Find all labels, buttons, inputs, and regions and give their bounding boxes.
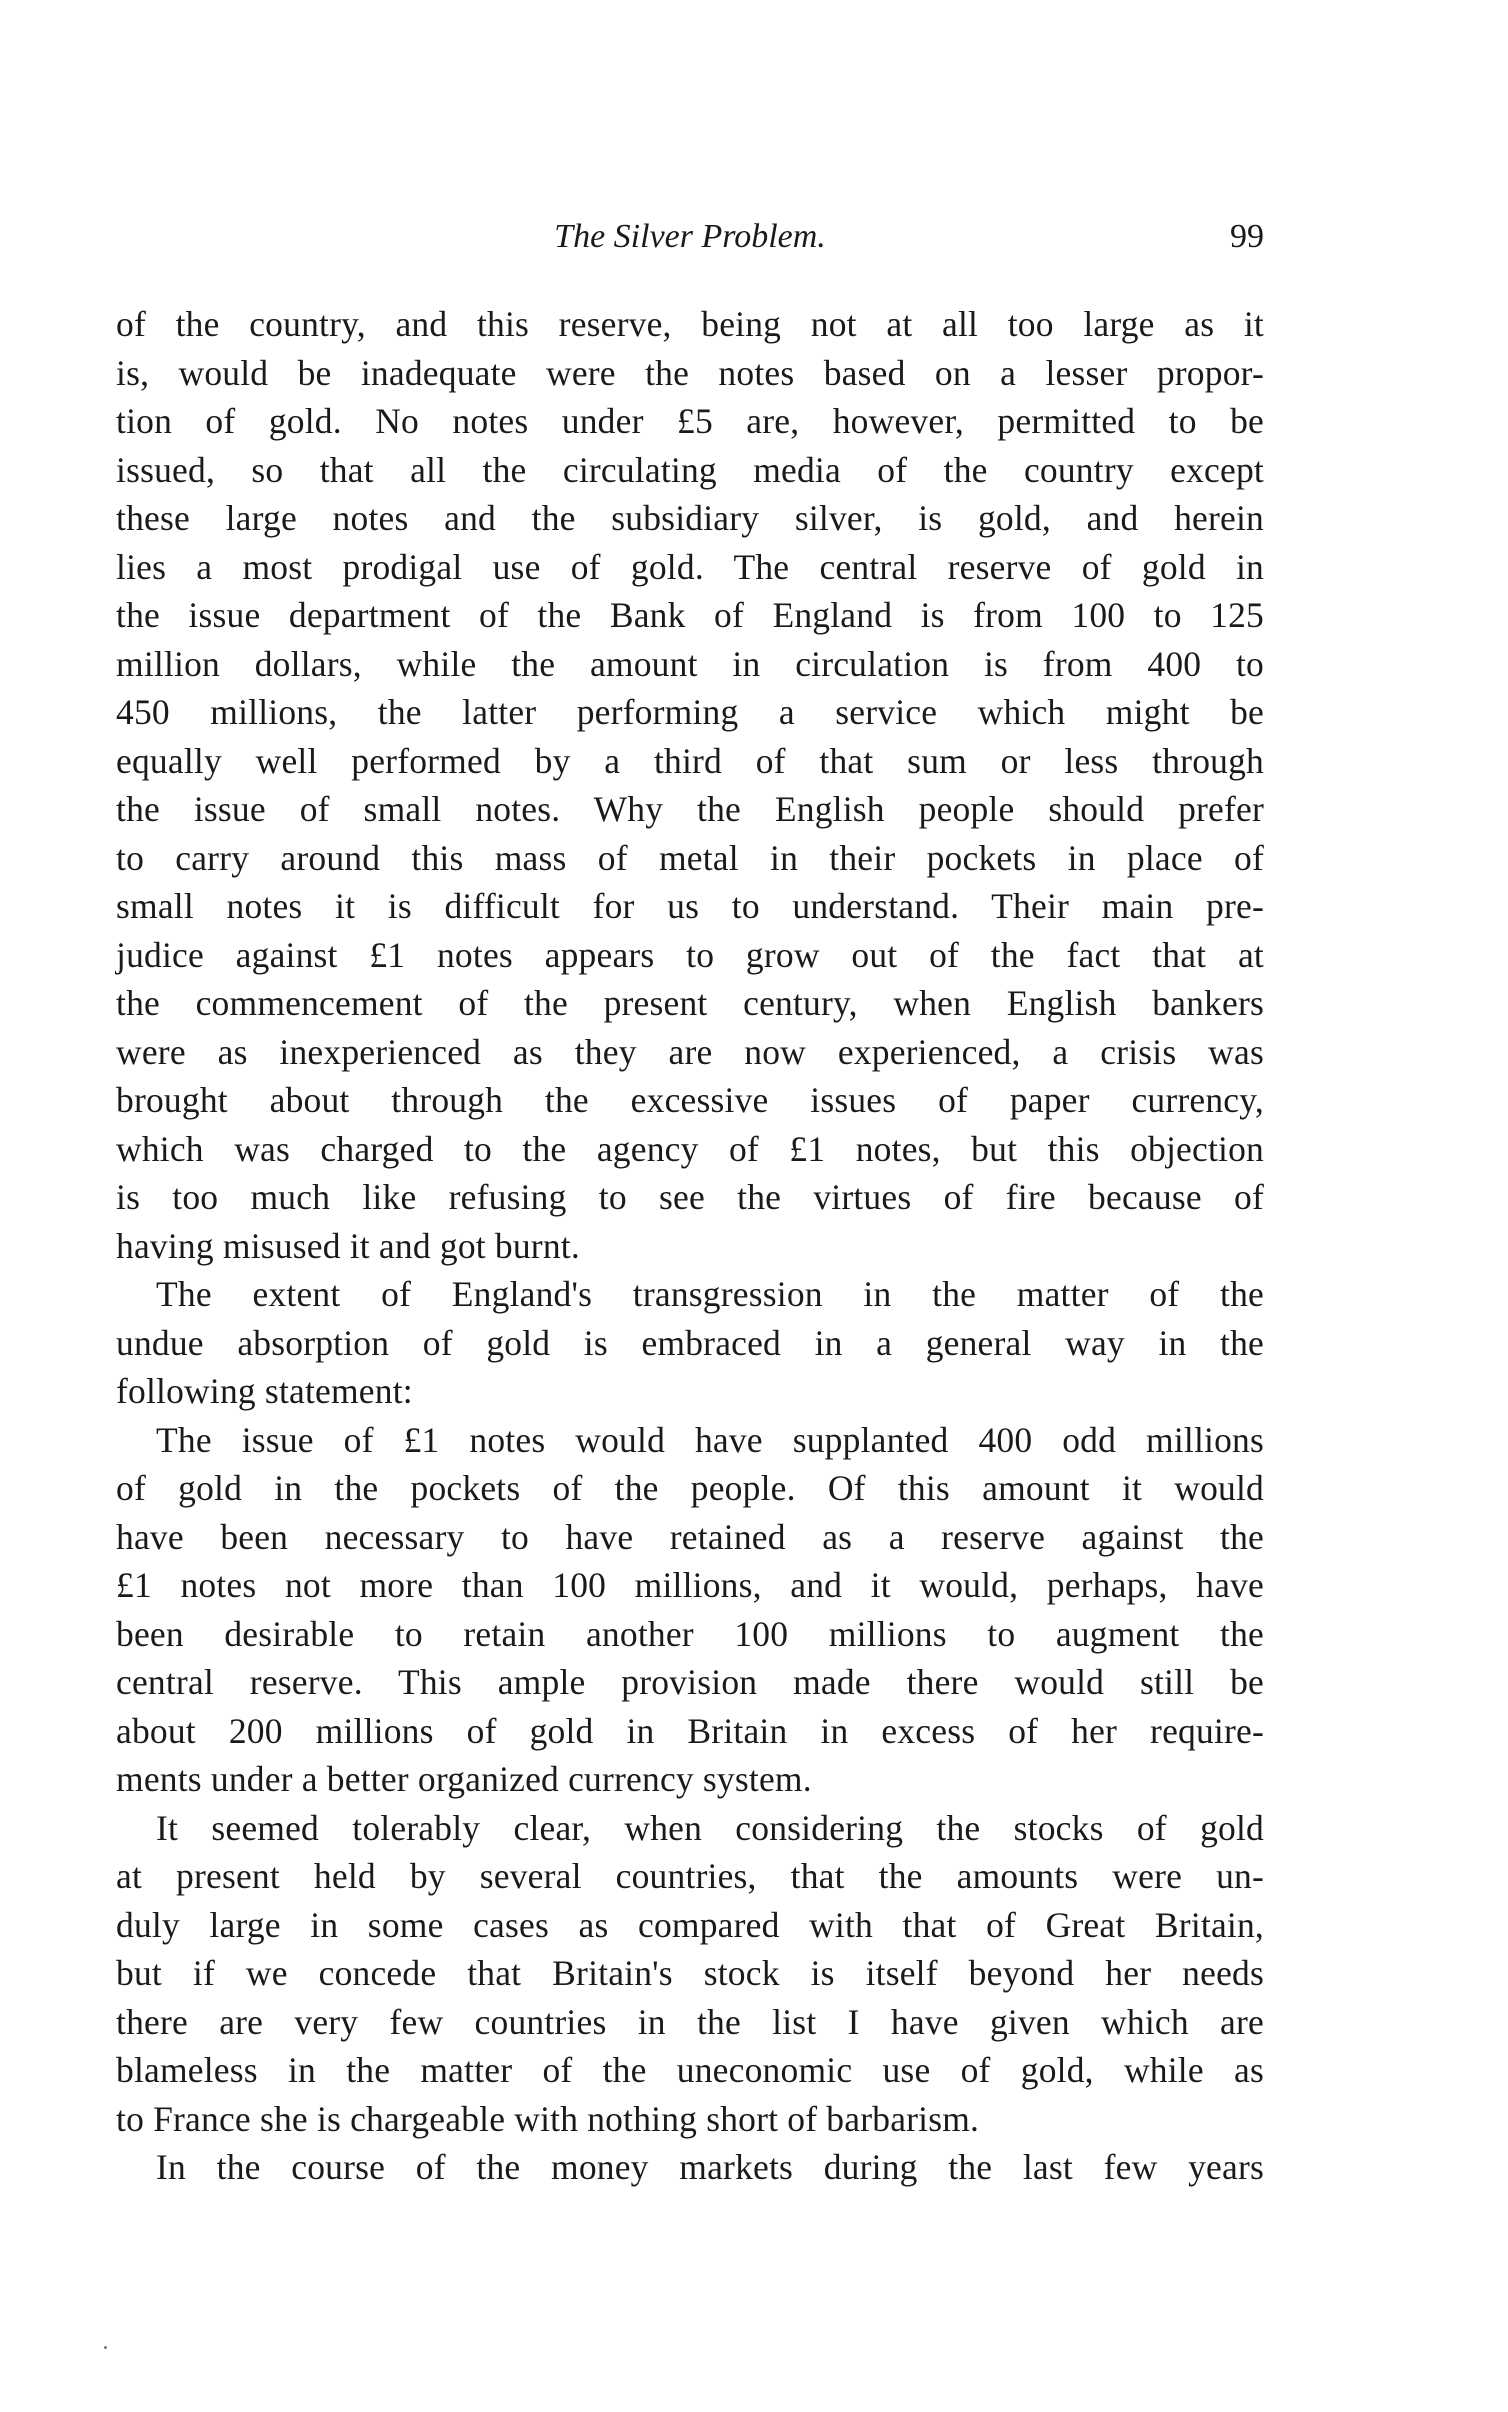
text-line: In the course of the money markets during the last few years xyxy=(156,2147,1264,2187)
text-line: ments under a better organized currency system. xyxy=(116,1759,812,1799)
text-line: small notes it is difficult for us to understand. Their main pre- xyxy=(116,886,1264,926)
text-line: of gold in the pockets of the people. Of this amount it would xyxy=(116,1468,1264,1508)
text-line: about 200 millions of gold in Britain in excess of her require- xyxy=(116,1710,1264,1751)
text-line: these large notes and the subsidiary silver, is gold, and herein xyxy=(116,498,1264,538)
text-line: but if we concede that Britain's stock is itself beyond her needs xyxy=(116,1953,1264,1993)
text-line: been desirable to retain another 100 millions to augment the xyxy=(116,1613,1264,1654)
text-line: the issue of small notes. Why the English people should prefer xyxy=(116,789,1264,829)
text-line: 450 millions, the latter performing a service which might be xyxy=(116,692,1264,732)
text-line: judice against £1 notes appears to grow out of the fact that at xyxy=(116,934,1264,975)
scan-speck xyxy=(104,2346,107,2349)
text-line: at present held by several countries, that the amounts were un- xyxy=(116,1856,1264,1896)
text-line: The extent of England's transgression in the matter of the xyxy=(156,1274,1264,1314)
paragraph-2 xyxy=(116,1270,1264,1416)
text-line: tion of gold. No notes under £5 are, however, permitted to be xyxy=(116,401,1264,441)
body-text xyxy=(116,300,1264,2192)
page-number: 99 xyxy=(1230,218,1264,255)
paragraph-5 xyxy=(116,2143,1264,2192)
text-line: the issue department of the Bank of England is from 100 to 125 xyxy=(116,595,1264,635)
paragraph-1 xyxy=(116,300,1264,1270)
text-line: equally well performed by a third of that sum or less through xyxy=(116,740,1264,781)
running-head xyxy=(116,218,1264,268)
text-line: have been necessary to have retained as a reserve against the xyxy=(116,1516,1264,1557)
text-line: the commencement of the present century, when English bankers xyxy=(116,983,1264,1023)
text-line: there are very few countries in the list I have given which are xyxy=(116,2001,1264,2042)
paragraph-3 xyxy=(116,1416,1264,1804)
text-line: central reserve. This ample provision made there would still be xyxy=(116,1662,1264,1702)
text-line: having misused it and got burnt. xyxy=(116,1225,580,1266)
text-line: which was charged to the agency of £1 notes, but this objection xyxy=(116,1128,1264,1169)
text-line: to France she is chargeable with nothing short of barbarism. xyxy=(116,2098,980,2139)
text-line: following statement: xyxy=(116,1371,413,1411)
text-line: issued, so that all the circulating media of the country except xyxy=(116,449,1264,490)
text-line: The issue of £1 notes would have supplanted 400 odd millions xyxy=(156,1419,1264,1460)
text-line: million dollars, while the amount in circulation is from 400 to xyxy=(116,643,1264,684)
paragraph-4 xyxy=(116,1804,1264,2144)
running-title: The Silver Problem. xyxy=(554,218,826,255)
text-line: is too much like refusing to see the virtues of fire because of xyxy=(116,1177,1264,1217)
text-line: lies a most prodigal use of gold. The central reserve of gold in xyxy=(116,546,1264,587)
text-line: undue absorption of gold is embraced in a general way in the xyxy=(116,1322,1264,1363)
text-line: £1 notes not more than 100 millions, and it would, perhaps, have xyxy=(116,1565,1264,1605)
text-line: were as inexperienced as they are now experienced, a crisis was xyxy=(116,1031,1264,1072)
text-line: to carry around this mass of metal in their pockets in place of xyxy=(116,837,1264,878)
text-line: duly large in some cases as compared with that of Great Britain, xyxy=(116,1904,1264,1945)
text-line: brought about through the excessive issues of paper currency, xyxy=(116,1080,1264,1120)
text-line: is, would be inadequate were the notes based on a lesser propor- xyxy=(116,352,1264,393)
text-line: It seemed tolerably clear, when considering the stocks of gold xyxy=(156,1807,1264,1848)
text-line: of the country, and this reserve, being not at all too large as it xyxy=(116,304,1264,344)
text-line: blameless in the matter of the uneconomic use of gold, while as xyxy=(116,2050,1264,2090)
